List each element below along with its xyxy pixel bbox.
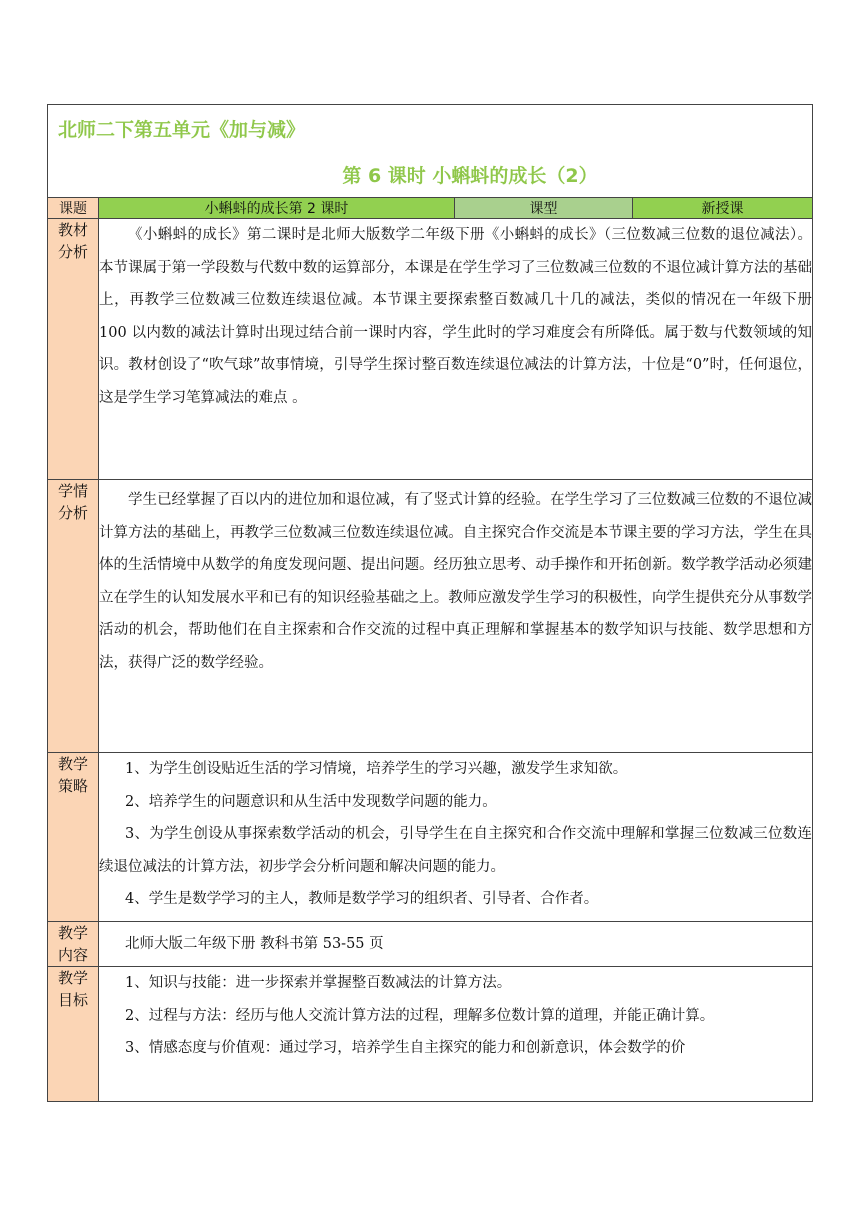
textbook-analysis-row <box>48 219 813 480</box>
strategy-row <box>48 753 813 922</box>
type-value: 新授课 <box>633 198 813 219</box>
strategy-label: 教学 策略 <box>48 753 99 922</box>
student-analysis-row <box>48 480 813 753</box>
goals-label: 教学 目标 <box>48 967 99 1102</box>
strategy-item: 3、为学生创设从事探索数学活动的机会，引导学生在自主探究和合作交流中理解和掌握三位数减三位数连续退位减法的计算方法，初步学会分析问题和解决问题的能力。 <box>99 826 812 875</box>
lesson-title: 第 6 课时 小蝌蚪的成长（2） <box>342 165 598 187</box>
goal-item: 2、过程与方法：经历与他人交流计算方法的过程，理解多位数计算的道理，并能正确计算。 <box>125 1007 715 1024</box>
title-cell <box>48 105 813 198</box>
textbook-analysis-label: 教材 分析 <box>48 219 99 480</box>
strategy-item: 4、学生是数学学习的主人，教师是数学学习的组织者、引导者、合作者。 <box>125 891 599 907</box>
lesson-plan-table <box>47 104 813 1102</box>
strategy-item: 1、为学生创设贴近生活的学习情境，培养学生的学习兴趣，激发学生求知欲。 <box>125 761 628 777</box>
content-row <box>48 922 813 967</box>
unit-title: 北师二下第五单元《加与减》 <box>58 119 306 141</box>
goal-item: 3、情感态度与价值观：通过学习，培养学生自主探究的能力和创新意识，体会数学的价 <box>125 1040 686 1056</box>
goal-item: 1、知识与技能：进一步探索并掌握整百数减法的计算方法。 <box>125 975 512 991</box>
topic-value: 小蝌蚪的成长第 2 课时 <box>99 198 455 219</box>
goals-row <box>48 967 813 1102</box>
content-label: 教学 内容 <box>48 922 99 967</box>
student-analysis-text: 学生已经掌握了百以内的进位加和退位减，有了竖式计算的经验。在学生学习了三位数减三位数的不退位减计算方法的基础上，再教学三位数减三位数连续退位减。自主探究合作交流是本节课主要的学习方法，学生在具体的生活情境中从数学的角度发现问题、提出问题。经历独立思考、动手操作和开拓创新。数学教学活动必须建立在学生的认知发展水平和已有的知识经验基础之上。教师应激发学生学习的积极性，向学生提供充分从事数学活动的机会，帮助他们在自主探索和合作交流的过程中真正理解和掌握基本的数学知识与技能、数学思想和方法，获得广泛的数学经验。 <box>99 480 813 753</box>
textbook-analysis-text: 《小蝌蚪的成长》第二课时是北师大版数学二年级下册《小蝌蚪的成长》（三位数减三位数的退位减法）。 本节课属于第一学段数与代数中数的运算部分，本课是在学生学习了三位数减三位数的不退位减计算方法的基础上，再教学三位数减三位数连续退位减。本节课主要探索整百数减几十几的减法，类似的情况在一年级下册 100 以内数的减法计算时出现过结合前一课时内容，学生此时的学习难度会有所降低。属于数与代数领域的知识。教材创设了“吹气球”故事情境，引导学生探讨整百数连续退位减法的计算方法，十位是“0”时，任何退位，这是学生学习笔算减法的难点 。 <box>99 219 813 480</box>
content-text: 北师大版二年级下册 教科书第 53-55 页 <box>99 922 813 967</box>
strategy-list <box>99 753 813 922</box>
type-label: 课型 <box>455 198 633 219</box>
header-row <box>48 198 813 219</box>
goals-list <box>99 967 813 1102</box>
strategy-item: 2、培养学生的问题意识和从生活中发现数学问题的能力。 <box>125 793 497 810</box>
student-analysis-label: 学情 分析 <box>48 480 99 753</box>
topic-label: 课题 <box>48 198 99 219</box>
lesson-plan-page <box>47 104 812 1102</box>
